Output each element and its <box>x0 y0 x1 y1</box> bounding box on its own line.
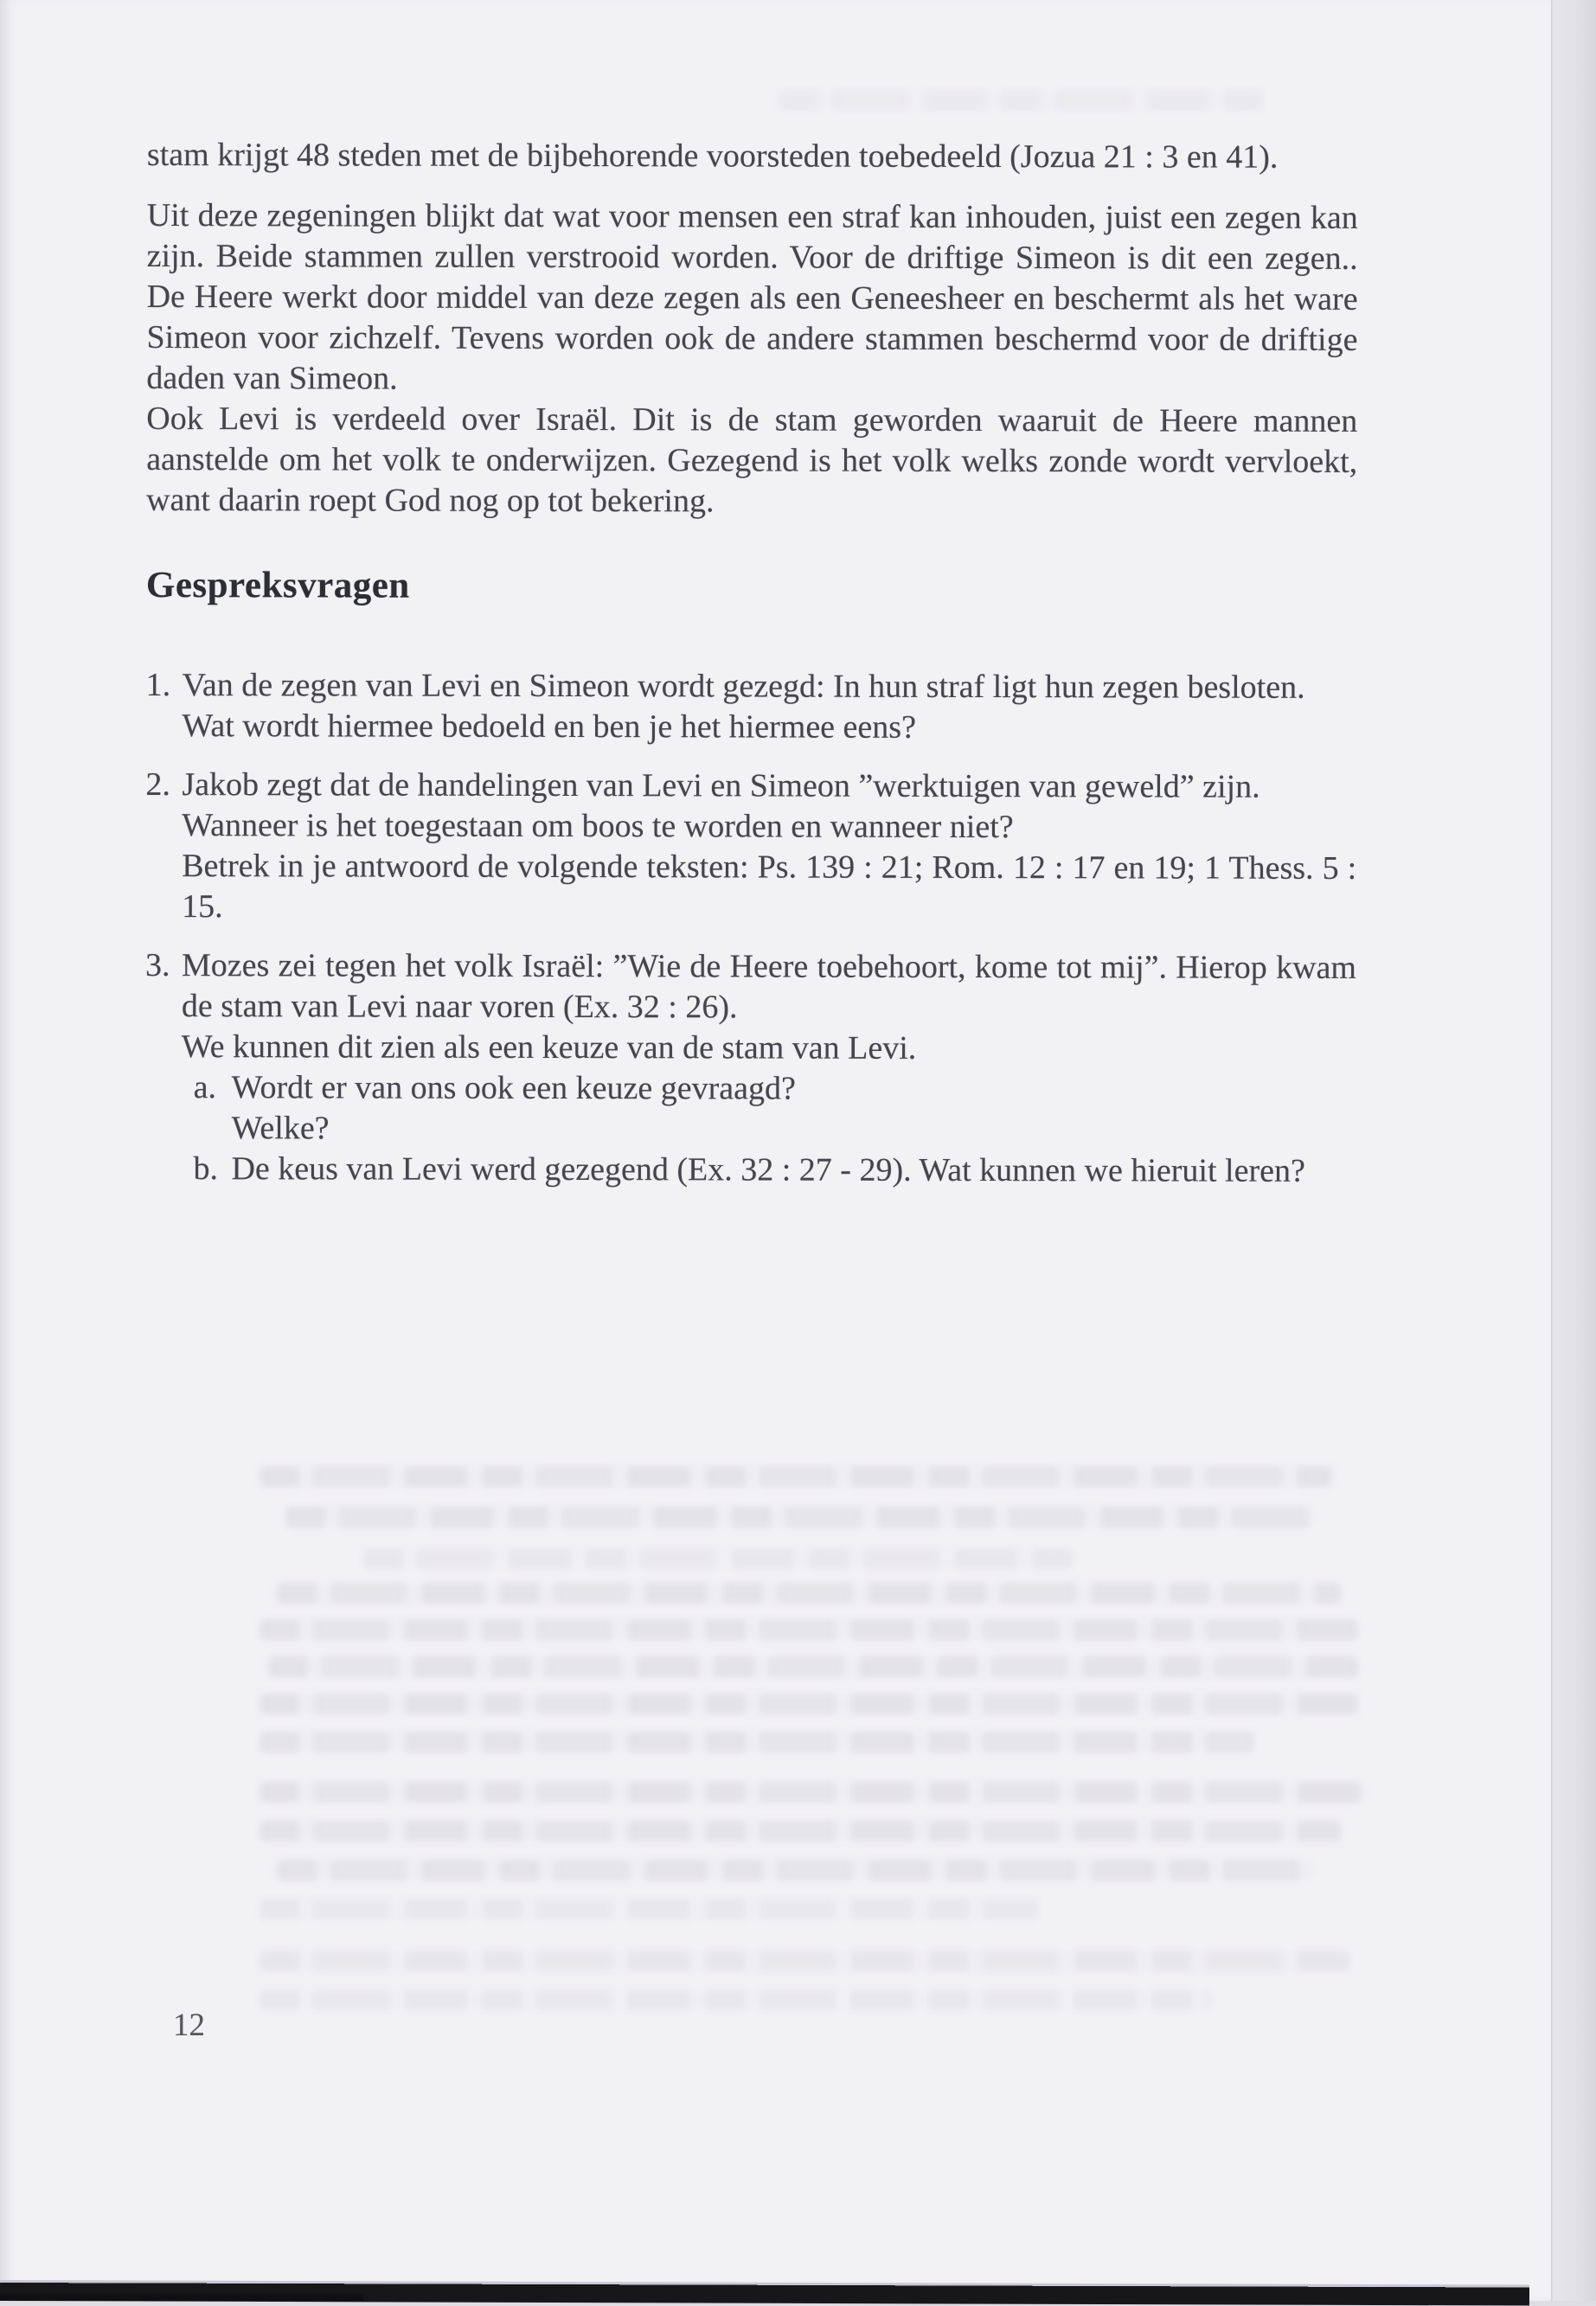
subquestion-body <box>232 1067 1356 1151</box>
subquestion-a <box>194 1067 1356 1151</box>
discussion-question-2 <box>145 765 1356 930</box>
discussion-question-3 <box>144 945 1356 1192</box>
subquestion-line: Wordt er van ons ook een keuze gevraagd? <box>231 1069 796 1107</box>
scan-bottom-edge-shadow <box>0 2294 363 2301</box>
question-number: 1. <box>145 666 171 704</box>
question-line: Mozes zei tegen het volk Israël: ”Wie de Heere toebehoort, kome tot mij”. Hierop kwam de stam van Levi naar voren (Ex. 32 : 26). <box>181 947 1357 1026</box>
question-body <box>183 665 1357 749</box>
body-paragraph: Ook Levi is verdeeld over Israël. Dit is de stam geworden waaruit de Heere mannen aanstelde om het volk te onderwijzen. Gezegend is het volk welks zonde wordt vervloekt, want daarin roept God nog op tot bekering. <box>146 400 1358 520</box>
question-number: 3. <box>144 946 170 984</box>
subquestion-line: De keus van Levi werd gezegend (Ex. 32 : 27 - 29). Wat kunnen we hieruit leren? <box>231 1150 1305 1189</box>
page-number: 12 <box>173 2008 205 2043</box>
page-text-block <box>144 135 1358 1192</box>
subquestion-body <box>231 1149 1356 1192</box>
question-body <box>181 945 1356 1192</box>
body-paragraph: stam krijgt 48 steden met de bijbehorende voorsteden toebedeeld (Jozua 21 : 3 en 41). <box>146 137 1279 176</box>
question-line: Wanneer is het toegestaan om boos te worden en wanneer niet? <box>182 807 1014 846</box>
page-right-edge <box>1551 0 1596 2301</box>
question-line: We kunnen dit zien als een keuze van de stam van Levi. <box>181 1028 917 1067</box>
subquestion-b <box>193 1149 1356 1192</box>
question-line: Jakob zegt dat de handelingen van Levi en Simeon ”werktuigen van geweld” zijn. <box>182 766 1260 805</box>
question-body <box>182 765 1356 930</box>
section-heading: Gespreksvragen <box>145 564 410 606</box>
question-line: Wat wordt hiermee bedoeld en ben je het hiermee eens? <box>182 708 917 746</box>
subquestion-letter: b. <box>193 1150 219 1188</box>
question-line: Van de zegen van Levi en Simeon wordt gezegd: In hun straf ligt hun zegen besloten. <box>182 667 1305 706</box>
scan-bottom-edge <box>0 2280 1529 2306</box>
subquestion-line: Welke? <box>231 1110 330 1147</box>
discussion-question-1 <box>146 665 1357 749</box>
body-paragraph: Uit deze zegeningen blijkt dat wat voor mensen een straf kan inhouden, juist een zegen kan zijn. Beide stammen zullen verstrooid worden. Voor de driftige Simeon is dit een zegen.. De Heere werkt door middel van deze zegen als een Geneesheer en beschermt als het ware Simeon voor zichzelf. Tevens worden ook de andere stammen beschermd voor de driftige daden van Simeon. <box>146 196 1358 397</box>
subquestion-letter: a. <box>193 1069 217 1106</box>
question-line: Betrek in je antwoord de volgende teksten: Ps. 139 : 21; Rom. 12 : 17 en 19; 1 Thess. 5 : 15. <box>182 848 1357 926</box>
question-number: 2. <box>145 765 170 804</box>
